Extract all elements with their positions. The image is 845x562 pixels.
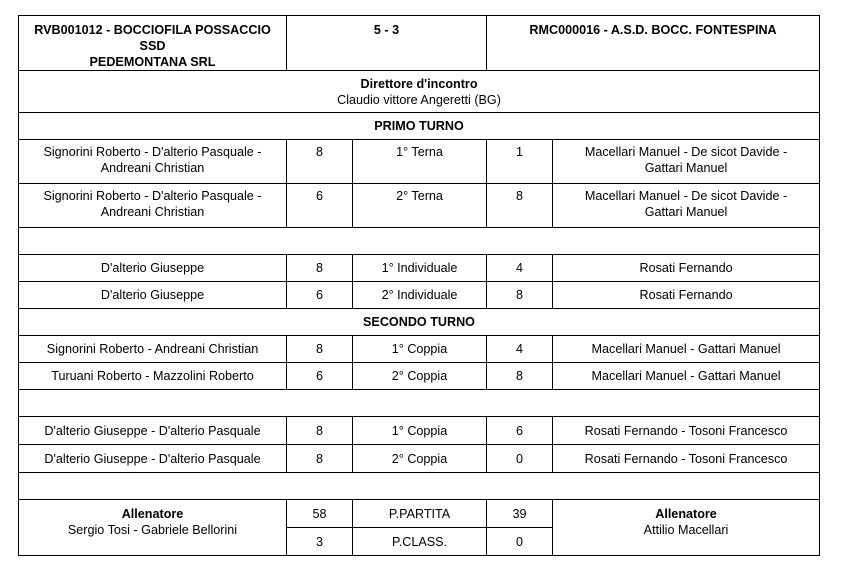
home-score: 8 bbox=[287, 255, 353, 282]
away-players: Macellari Manuel - Gattari Manuel bbox=[553, 336, 820, 363]
game-label: 1° Coppia bbox=[353, 336, 487, 363]
secondo-turno-title: SECONDO TURNO bbox=[19, 309, 820, 336]
final-score: 5 - 3 bbox=[287, 16, 487, 71]
match-row bbox=[19, 417, 820, 445]
ppartita-label: P.PARTITA bbox=[353, 500, 487, 528]
match-row bbox=[19, 282, 820, 309]
home-score: 8 bbox=[287, 417, 353, 445]
home-coach-cell bbox=[19, 500, 287, 556]
home-players: D'alterio Giuseppe bbox=[19, 282, 287, 309]
match-row bbox=[19, 255, 820, 282]
home-coach-label: Allenatore bbox=[121, 507, 184, 521]
section-title-row bbox=[19, 113, 820, 140]
match-report-table bbox=[18, 15, 820, 556]
spacer-row bbox=[19, 473, 820, 500]
home-score: 6 bbox=[287, 282, 353, 309]
ppartita-away: 39 bbox=[487, 500, 553, 528]
home-players: Turuani Roberto - Mazzolini Roberto bbox=[19, 363, 287, 390]
away-players: Rosati Fernando bbox=[553, 282, 820, 309]
away-score: 6 bbox=[487, 417, 553, 445]
home-coach-names: Sergio Tosi - Gabriele Bellorini bbox=[67, 523, 238, 537]
primo-turno-title: PRIMO TURNO bbox=[19, 113, 820, 140]
game-label: 2° Coppia bbox=[353, 363, 487, 390]
away-score: 0 bbox=[487, 445, 553, 473]
pclass-home: 3 bbox=[287, 528, 353, 556]
home-score: 6 bbox=[287, 363, 353, 390]
director-label: Direttore d'incontro bbox=[360, 76, 478, 91]
match-row bbox=[19, 336, 820, 363]
spacer-cell bbox=[19, 390, 820, 417]
home-players: Signorini Roberto - Andreani Christian bbox=[19, 336, 287, 363]
game-label: 1° Individuale bbox=[353, 255, 487, 282]
away-players: Rosati Fernando - Tosoni Francesco bbox=[553, 445, 820, 473]
home-score: 6 bbox=[287, 184, 353, 228]
pclass-away: 0 bbox=[487, 528, 553, 556]
home-players: D'alterio Giuseppe - D'alterio Pasquale bbox=[19, 445, 287, 473]
spacer-row bbox=[19, 390, 820, 417]
away-score: 8 bbox=[487, 184, 553, 228]
game-label: 1° Coppia bbox=[353, 417, 487, 445]
away-score: 8 bbox=[487, 282, 553, 309]
home-score: 8 bbox=[287, 445, 353, 473]
ppartita-home: 58 bbox=[287, 500, 353, 528]
away-score: 4 bbox=[487, 255, 553, 282]
game-label: 2° Coppia bbox=[353, 445, 487, 473]
spacer-row bbox=[19, 228, 820, 255]
home-score: 8 bbox=[287, 336, 353, 363]
game-label: 2° Individuale bbox=[353, 282, 487, 309]
match-row bbox=[19, 445, 820, 473]
away-score: 8 bbox=[487, 363, 553, 390]
director-cell bbox=[19, 71, 820, 113]
away-players: Rosati Fernando bbox=[553, 255, 820, 282]
away-coach-cell bbox=[553, 500, 820, 556]
home-players: Signorini Roberto - D'alterio Pasquale - Andreani Christian bbox=[19, 184, 287, 228]
game-label: 1° Terna bbox=[353, 140, 487, 184]
spacer-cell bbox=[19, 228, 820, 255]
home-players: D'alterio Giuseppe - D'alterio Pasquale bbox=[19, 417, 287, 445]
game-label: 2° Terna bbox=[353, 184, 487, 228]
away-team-name: RMC000016 - A.S.D. BOCC. FONTESPINA bbox=[487, 16, 820, 71]
away-coach-label: Allenatore bbox=[655, 507, 717, 521]
away-score: 4 bbox=[487, 336, 553, 363]
footer-row bbox=[19, 500, 820, 528]
away-score: 1 bbox=[487, 140, 553, 184]
spacer-cell bbox=[19, 473, 820, 500]
match-row bbox=[19, 184, 820, 228]
match-row bbox=[19, 140, 820, 184]
director-row bbox=[19, 71, 820, 113]
director-name: Claudio vittore Angeretti (BG) bbox=[337, 92, 501, 107]
home-team-name: RVB001012 - BOCCIOFILA POSSACCIO SSD PEDEMONTANA SRL bbox=[19, 16, 287, 71]
home-score: 8 bbox=[287, 140, 353, 184]
home-players: D'alterio Giuseppe bbox=[19, 255, 287, 282]
away-players: Macellari Manuel - De sicot Davide - Gattari Manuel bbox=[553, 184, 820, 228]
away-players: Macellari Manuel - Gattari Manuel bbox=[553, 363, 820, 390]
away-players: Macellari Manuel - De sicot Davide - Gattari Manuel bbox=[553, 140, 820, 184]
away-players: Rosati Fernando - Tosoni Francesco bbox=[553, 417, 820, 445]
section-title-row bbox=[19, 309, 820, 336]
match-row bbox=[19, 363, 820, 390]
pclass-label: P.CLASS. bbox=[353, 528, 487, 556]
away-coach-names: Attilio Macellari bbox=[643, 523, 729, 537]
home-players: Signorini Roberto - D'alterio Pasquale - Andreani Christian bbox=[19, 140, 287, 184]
header-row bbox=[19, 16, 820, 71]
